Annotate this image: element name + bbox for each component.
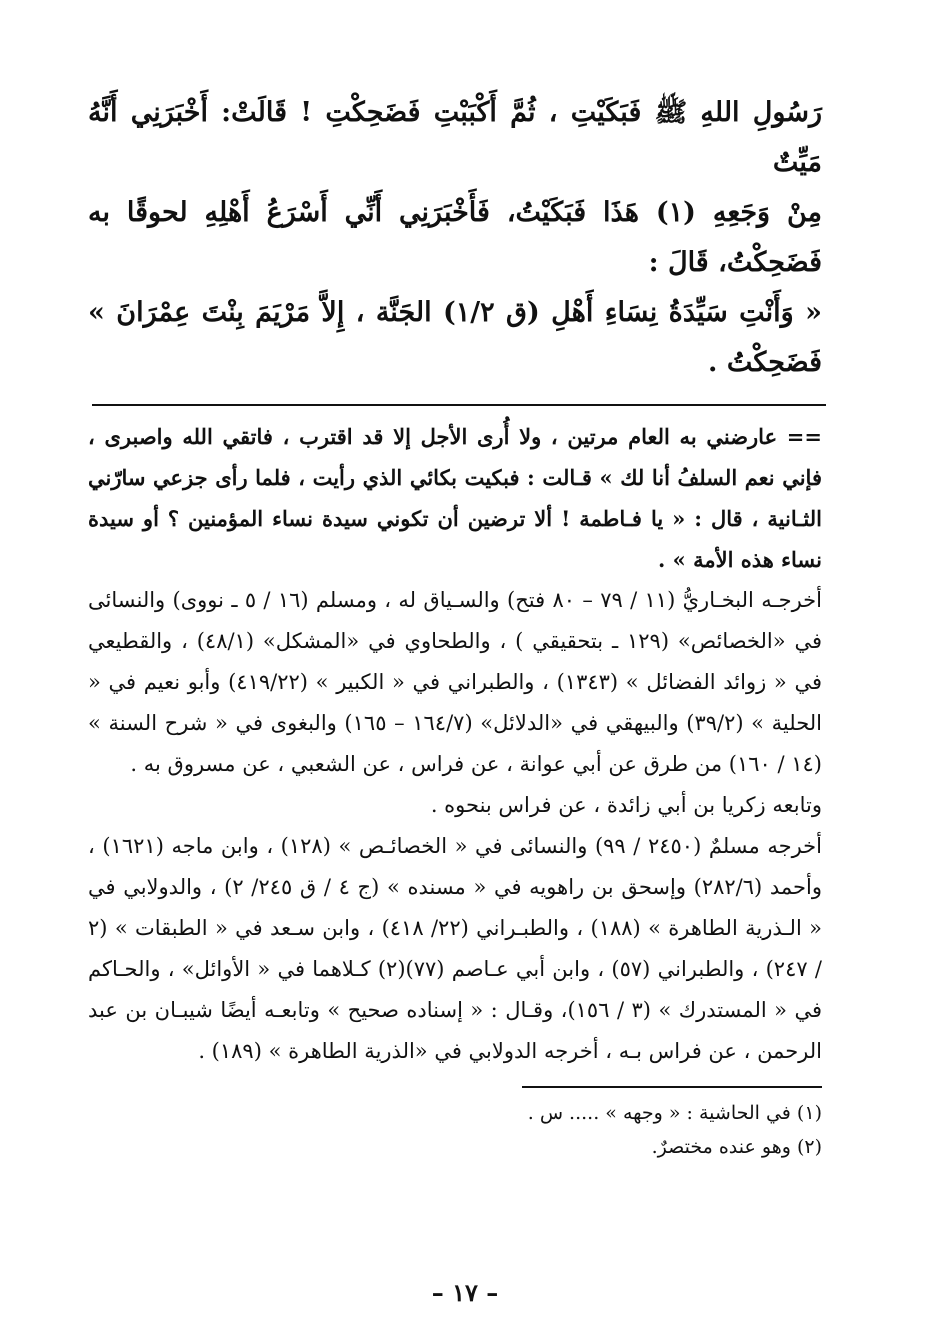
page-number: – ١٧ –	[431, 1278, 499, 1307]
note-paragraph: وتابعه زكريا بن أبي زائدة ، عن فراس بنحوه .	[430, 793, 822, 817]
footnote: (١) في الحاشية : « وجهه » ..... س .	[527, 1102, 822, 1124]
footnotes	[88, 1096, 822, 1164]
main-text-line: مِنْ وَجَعِهِ (١) هَذَا فَبَكَيْتُ، فَأَخْبَرَنِي أَنِّي أَسْرَعُ أَهْلِهِ لحوقًا به فَضَحِكْتُ، قَالَ :	[88, 197, 822, 278]
note-paragraph: أخرجـه البخـاريُّ (١١ / ٧٩ – ٨٠ فتح) والسـياق له ، ومسلم (١٦ / ٥ ـ نووى) والنسائى في «الخصائص» (١٢٩ ـ بتحقيقي ) ، والطحاوي في «المشكل» (٤٨/١) ، والقطيعي في « زوائد الفضائل » (١٣٤٣) ، والطبراني في « الكبير » (٤١٩/٢٢) وأبو نعيم في « الحلية » (٣٩/٢) والبيهقي في «الدلائل» (١٦٤/٧ – ١٦٥) والبغوى في « شرح السنة » (١٤ / ١٦٠) من طرق عن أبي عوانة ، عن فراس ، عن الشعبي ، عن مسروق به .	[88, 588, 822, 776]
main-text-divider	[92, 404, 826, 406]
note-paragraph: أخرجه مسلمٌ (٢٤٥٠ / ٩٩) والنسائى في « الخصائـص » (١٢٨) ، وابن ماجه (١٦٢١) ، وأحمد (٢٨٢/٦) وإسحق بن راهويه في « مسنده » (ج ٤ / ق ٢٤٥/ ٢) ، والدولابي في « الـذرية الطاهرة » (١٨٨) ، والطبـراني (٢٢/ ٤١٨) ، وابن سـعد في « الطبقات » (٢ / ٢٤٧) ، والطبراني (٥٧) ، وابن أبي عـاصم (٧٧)(٢) كـلاهما في « الأوائل» ، والحـاكم في « المستدرك » (٣ / ١٥٦)، وقـال : « إسناده صحيح » وتابعـه أيضًا شيبـان بن عبد الرحمن ، عن فراس بـه ، أخرجه الدولابي في «الذرية الطاهرة » (١٨٩) .	[88, 834, 822, 1063]
commentary-notes	[88, 416, 822, 1072]
footnote: (٢) وهو عنده مختصرٌ.	[651, 1136, 822, 1158]
main-text	[88, 88, 822, 388]
footnote-divider	[522, 1086, 822, 1088]
main-text-line: رَسُولِ اللهِ ﷺ فَبَكَيْتِ ، ثُمَّ أَكْبَبْتِ فَضَحِكْتِ ! قَالَتْ: أَخْبَرَنِي أَنَّهُ مَيِّتٌ	[88, 97, 822, 178]
note-paragraph: == عارضني به العام مرتين ، ولا أُرى الأجل إلا قد اقترب ، فاتقي الله واصبرى ، فإني نعم السلفُ أنا لك » قـالت : فبكيت بكائي الذي رأيت ، فلما رأى جزعي سارّني الثـانية ، قال : « يا فـاطمة ! ألا ترضين أن تكوني سيدة نساء المؤمنين ؟ أو سيدة نساء هذه الأمة » .	[88, 424, 822, 572]
main-text-line: « وَأَنْتِ سَيِّدَةُ نِسَاءِ أَهْلِ (ق ١/٢) الجَنَّة ، إِلاَّ مَرْيَمَ بِنْتَ عِمْرَانَ » فَضَحِكْتُ .	[88, 297, 822, 378]
